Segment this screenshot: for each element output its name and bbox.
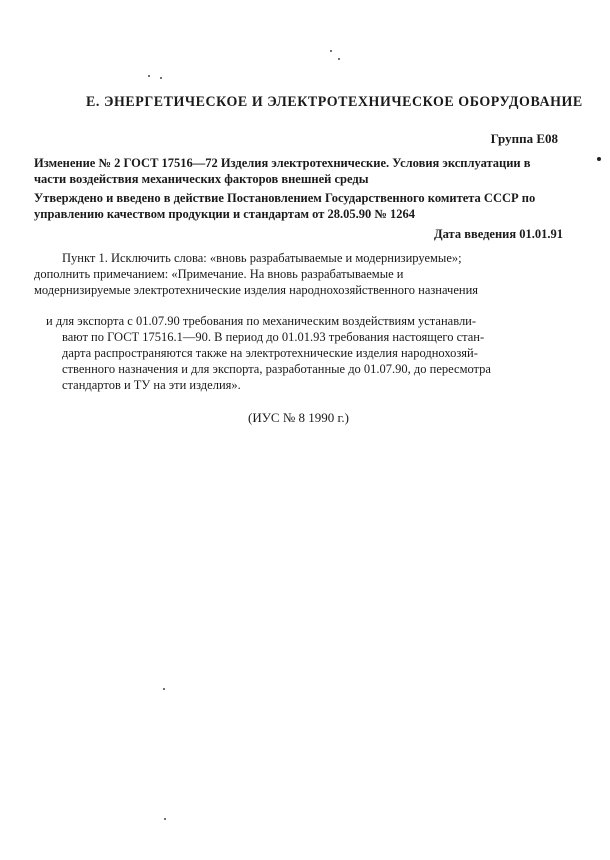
body-line: Пункт 1. Исключить слова: «вновь разрабатываемые и модернизируемые»; [62, 251, 462, 265]
body-line: дополнить примечанием: «Примечание. На вновь разрабатываемые и [34, 267, 404, 281]
margin-mark [597, 157, 601, 161]
body-line: модернизируемые электротехнические изделия народнохозяйственного назначения [34, 283, 479, 297]
effective-date: Дата введения 01.01.91 [434, 227, 563, 241]
group-label: Группа Е08 [490, 131, 558, 146]
body-line: и для экспорта с 01.07.90 требования по механическим воздействиям устанавли- [46, 314, 477, 328]
body-line: стандартов и ТУ на эти изделия». [62, 378, 241, 392]
amendment-title: Изменение № 2 ГОСТ 17516—72 Изделия электротехнические. Условия эксплуатации в части воздействия механических факторов внешней среды [34, 156, 531, 186]
body-line: ственного назначения и для экспорта, разработанные до 01.07.90, до пересмотра [62, 362, 491, 376]
body-line: дарта распространяются также на электротехнические изделия народнохозяй- [62, 346, 478, 360]
body-line: вают по ГОСТ 17516.1—90. В период до 01.01.93 требования настоящего стан- [62, 330, 485, 344]
section-heading: Е. ЭНЕРГЕТИЧЕСКОЕ И ЭЛЕКТРОТЕХНИЧЕСКОЕ ОБОРУДОВАНИЕ [86, 94, 583, 110]
approval-statement: Утверждено и введено в действие Постановлением Государственного комитета СССР по управлению качеством продукции и стандартам от 28.05.90 № 1264 [34, 191, 536, 221]
source-reference: (ИУС № 8 1990 г.) [248, 410, 349, 425]
